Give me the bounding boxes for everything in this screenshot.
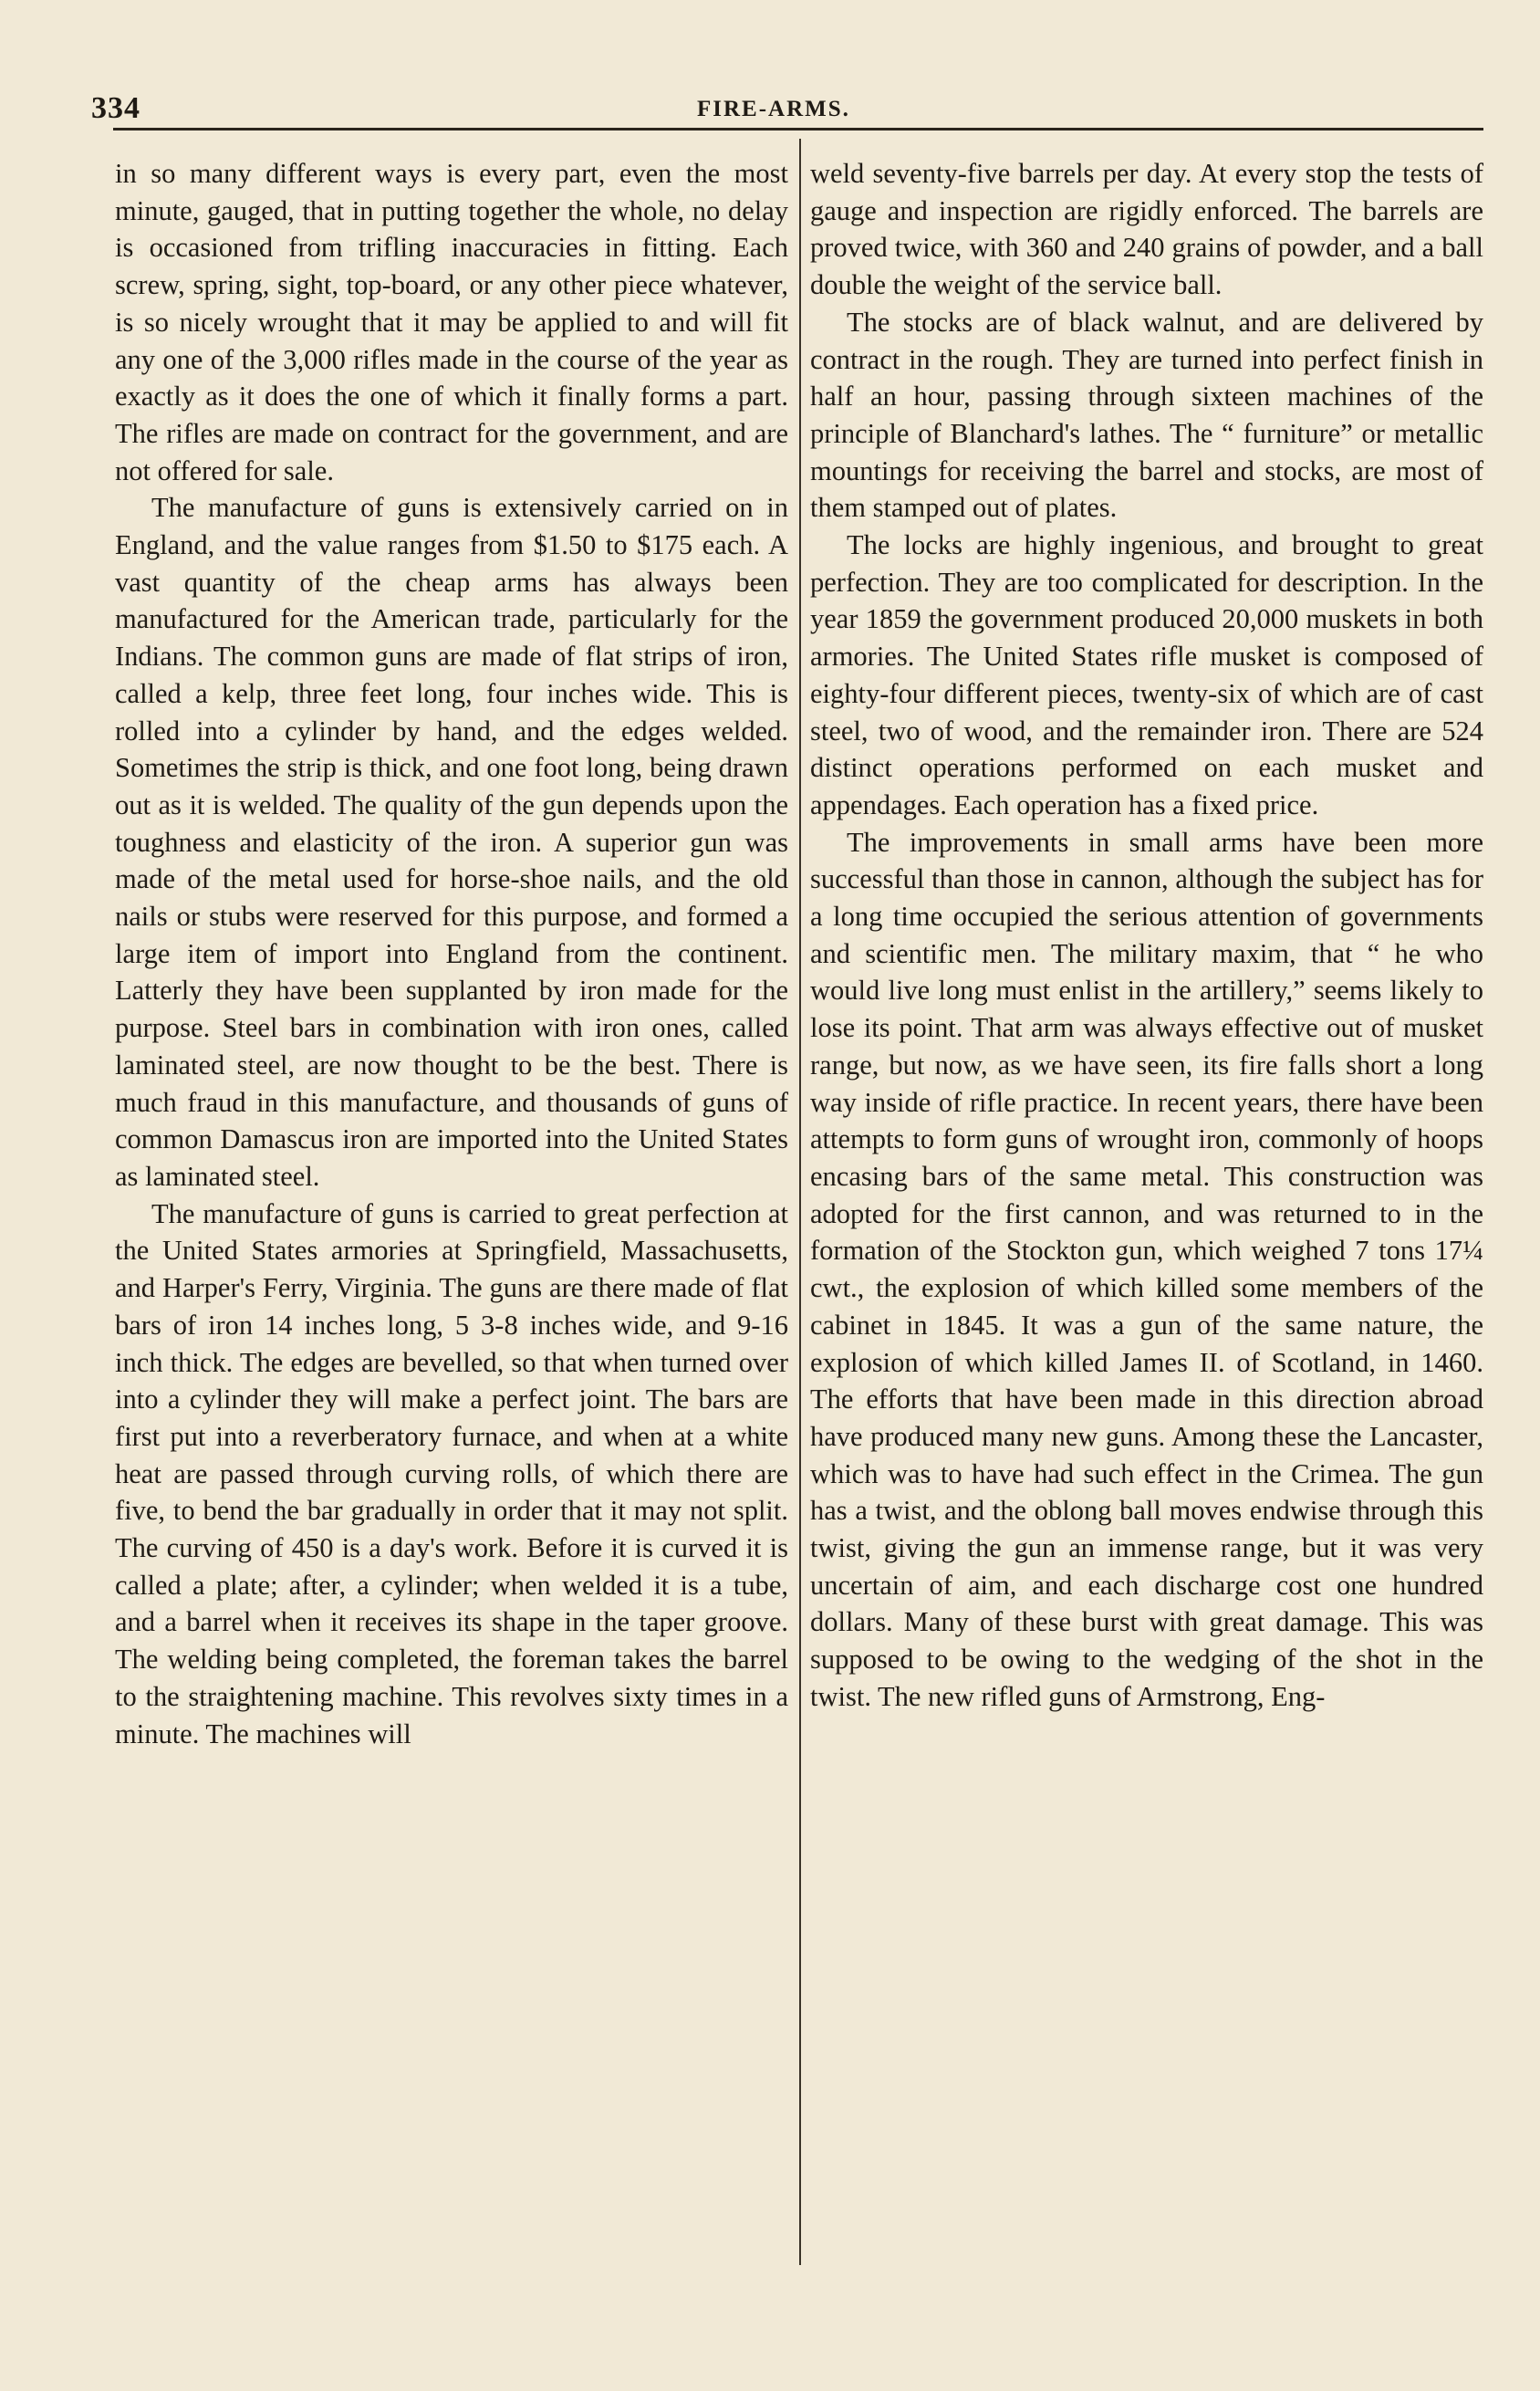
left-column — [115, 155, 788, 1752]
column-divider — [799, 139, 801, 2265]
paragraph: in so many different ways is every part, even the most minute, gauged, that in putting together the whole, no delay is occasioned from trifling inaccuracies in fitting. Each screw, spring, sight, top-board, or any other piece whatever, is so nicely wrought that it may be applied to and will fit any one of the 3,000 rifles made in the course of the year as exactly as it does the one of which it finally forms a part. The rifles are made on contract for the government, and are not offered for sale. — [115, 158, 788, 486]
right-column — [810, 155, 1483, 1716]
header-rule — [113, 128, 1483, 131]
paragraph: The improvements in small arms have been more successful than those in cannon, although the subject has for a long time occupied the serious attention of governments and scientific men. The military maxim, that “ he who would live long must enlist in the artillery,” seems likely to lose its point. That arm was always effective out of musket range, but now, as we have seen, its fire falls short a long way inside of rifle practice. In recent years, there have been attempts to form guns of wrought iron, commonly of hoops encasing bars of the same metal. This construction was adopted for the first cannon, and was returned to in the formation of the Stockton gun, which weighed 7 tons 17¼ cwt., the explosion of which killed some members of the cabinet in 1845. It was a gun of the same nature, the explosion of which killed James II. of Scotland, in 1460. The efforts that have been made in this direction abroad have produced many new guns. Among these the Lancaster, which was to have had such effect in the Crimea. The gun has a twist, and the oblong ball moves endwise through this twist, giving the gun an immense range, but it was very uncertain of aim, and each discharge cost one hundred dollars. Many of these burst with great damage. This was supposed to be owing to the wedging of the shot in the twist. The new rifled guns of Armstrong, Eng- — [810, 826, 1483, 1712]
running-title: FIRE-ARMS. — [697, 97, 850, 121]
paragraph: weld seventy-five barrels per day. At every stop the tests of gauge and inspection are rigidly enforced. The barrels are proved twice, with 360 and 240 grains of powder, and a ball double the weight of the service ball. — [810, 158, 1483, 301]
paragraph: The stocks are of black walnut, and are delivered by contract in the rough. They are turned into perfect finish in half an hour, passing through sixteen machines of the principle of Blanchard's lathes. The “ furniture” or metallic mountings for receiving the barrel and stocks, are most of them stamped out of plates. — [810, 306, 1483, 524]
paragraph: The manufacture of guns is carried to great perfection at the United States armories at Springfield, Massachusetts, and Harper's Ferry, Virginia. The guns are there made of flat bars of iron 14 inches long, 5 3-8 inches wide, and 9-16 inch thick. The edges are bevelled, so that when turned over into a cylinder they will make a perfect joint. The bars are first put into a reverberatory furnace, and when at a white heat are passed through curving rolls, of which there are five, to bend the bar gradually in order that it may not split. The curving of 450 is a day's work. Before it is curved it is called a plate; after, a cylinder; when welded it is a tube, and a barrel when it receives its shape in the taper groove. The welding being completed, the foreman takes the barrel to the straightening machine. This revolves sixty times in a minute. The machines will — [115, 1197, 788, 1749]
page-header — [88, 88, 1493, 128]
paragraph: The manufacture of guns is extensively carried on in England, and the value ranges from $1.50 to $175 each. A vast quantity of the cheap arms has always been manufactured for the American trade, particularly for the Indians. The common guns are made of flat strips of iron, called a kelp, three feet long, four inches wide. This is rolled into a cylinder by hand, and the edges welded. Sometimes the strip is thick, and one foot long, being drawn out as it is welded. The quality of the gun depends upon the toughness and elasticity of the iron. A superior gun was made of the metal used for horse-shoe nails, and the old nails or stubs were reserved for this purpose, and formed a large item of import into England from the continent. Latterly they have been supplanted by iron made for the purpose. Steel bars in combination with iron ones, called laminated steel, are now thought to be the best. There is much fraud in this manufacture, and thousands of guns of common Damascus iron are imported into the United States as laminated steel. — [115, 492, 788, 1192]
page-number: 334 — [91, 91, 140, 125]
paragraph: The locks are highly ingenious, and brought to great perfection. They are too complicated for description. In the year 1859 the government produced 20,000 muskets in both armories. The United States rifle musket is composed of eighty-four different pieces, twenty-six of which are of cast steel, two of wood, and the remainder iron. There are 524 distinct operations performed on each musket and appendages. Each operation has a fixed price. — [810, 529, 1483, 820]
